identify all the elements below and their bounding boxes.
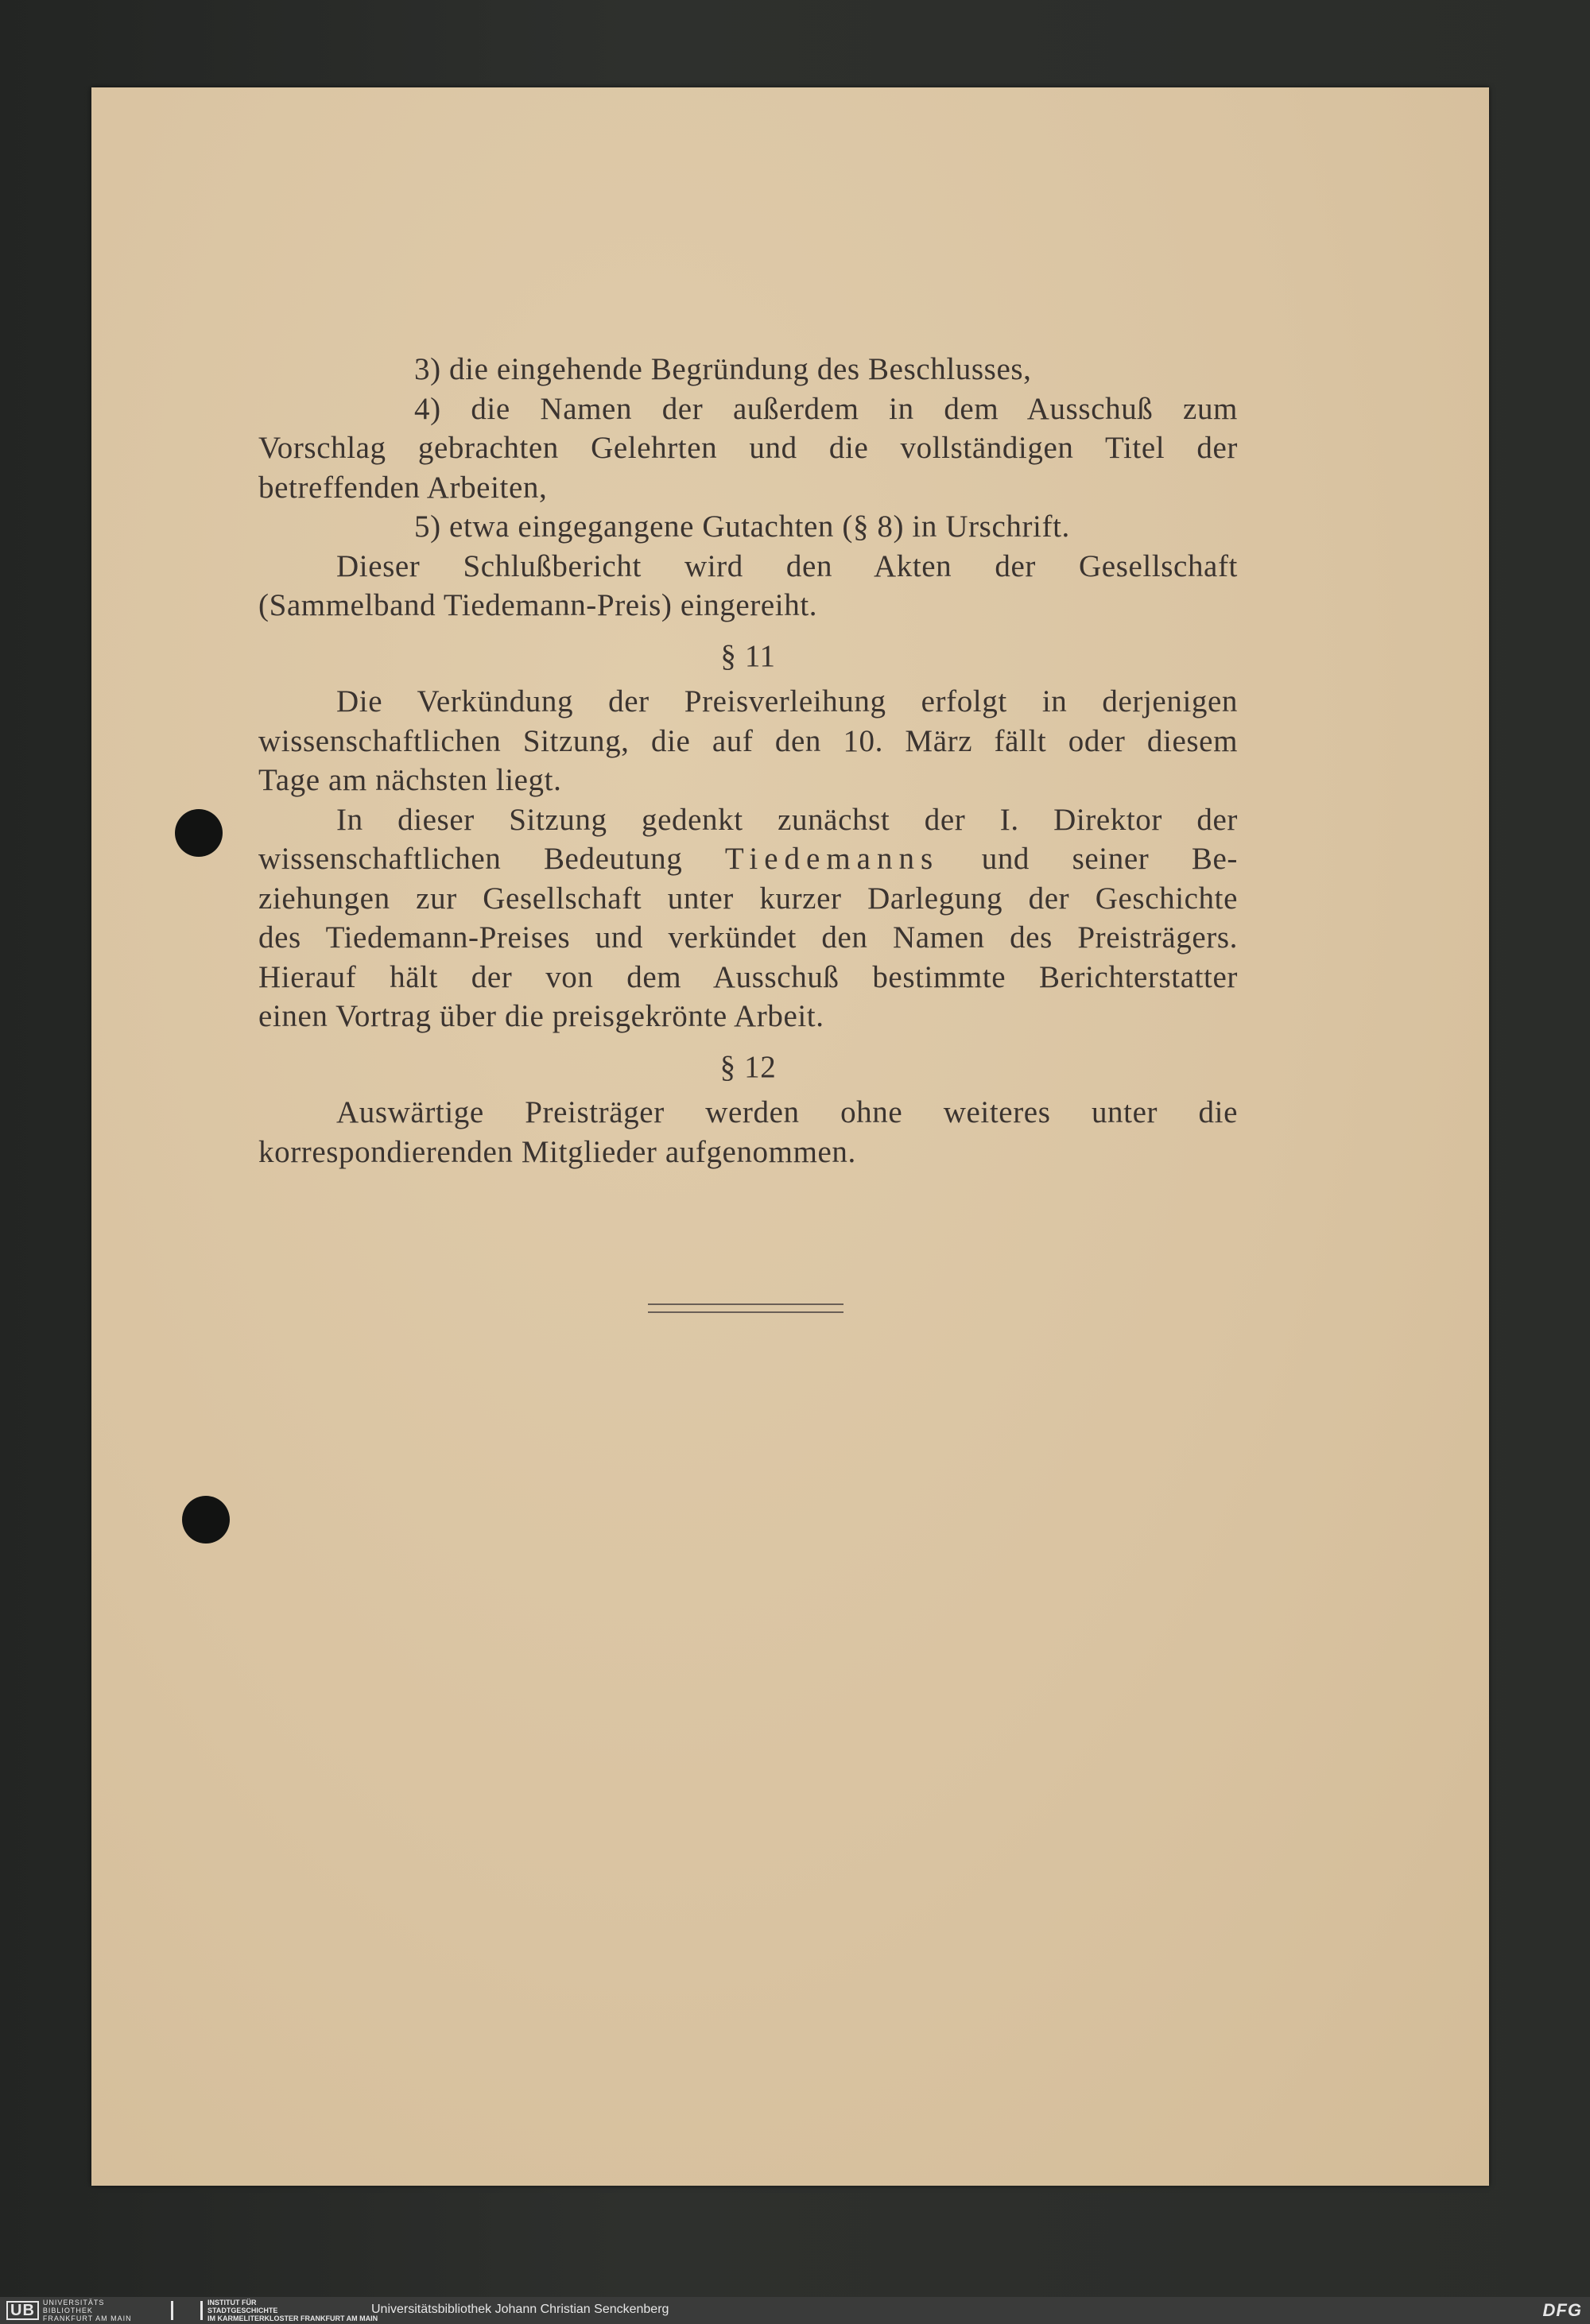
list-item-4-line-3: betreffenden Arbeiten, — [258, 470, 548, 505]
section-11-para-1-line-1: Die Verkündung der Preisverleihung erfolgt in derjenigen — [336, 684, 1238, 719]
schlussbericht-line-1: Dieser Schlußbericht wird den Akten der Gesellschaft — [336, 548, 1238, 583]
name-tiedemanns: Tiedemanns — [724, 842, 940, 876]
section-11-para-1-line-3: Tage am nächsten liegt. — [258, 763, 562, 797]
end-divider-rule — [648, 1303, 843, 1313]
punch-hole-bottom — [182, 1496, 230, 1544]
institute-line-3: IM KARMELITERKLOSTER — [207, 2314, 299, 2322]
dfg-logo[interactable]: DFG — [1542, 2300, 1582, 2320]
list-item-5: 5) etwa eingegangene Gutachten (§ 8) in Urschrift. — [414, 509, 1070, 544]
line-2-part-b: und seiner Be- — [981, 842, 1238, 876]
institute-logo-mark — [171, 2301, 203, 2320]
section-11-para-1-line-2: wissenschaftlichen Sitzung, die auf den 10. März fällt oder diesem — [258, 723, 1238, 758]
list-item-4-line-1: 4) die Namen der außerdem in dem Ausschuß zum — [414, 391, 1238, 426]
institute-line-2: STADTGESCHICHTE — [207, 2307, 278, 2314]
ub-logo-mark: UB — [6, 2301, 39, 2320]
ub-sub-line-2: BIBLIOTHEK — [42, 2307, 93, 2314]
section-11-para-2-line-2 — [258, 839, 1238, 879]
section-heading-12: § 12 — [719, 1049, 777, 1084]
schlussbericht-line-2: (Sammelband Tiedemann-Preis) eingereiht. — [258, 588, 818, 622]
section-11-para-2-line-3: ziehungen zur Gesellschaft unter kurzer Darlegung der Geschichte — [258, 881, 1238, 916]
ub-logo-subtitle — [43, 2299, 132, 2322]
section-12-line-1: Auswärtige Preisträger werden ohne weiteres unter die — [336, 1095, 1238, 1129]
institute-line-4: FRANKFURT AM MAIN — [301, 2314, 378, 2322]
line-2-part-a: wissenschaftlichen Bedeutung — [258, 842, 683, 876]
institute-logo[interactable] — [171, 2300, 378, 2321]
list-item-4-line-2: Vorschlag gebrachten Gelehrten und die vollständigen Titel der — [258, 431, 1238, 465]
section-11-para-2-line-1: In dieser Sitzung gedenkt zunächst der I. Direktor der — [336, 802, 1238, 837]
section-11-para-2-line-6: einen Vortrag über die preisgekrönte Arbeit. — [258, 999, 824, 1033]
institute-line-1: INSTITUT FÜR — [207, 2299, 257, 2307]
ub-sub-line-3: FRANKFURT AM MAIN — [42, 2314, 132, 2322]
punch-hole-top — [175, 809, 223, 857]
library-name[interactable]: Universitätsbibliothek Johann Christian Senckenberg — [371, 2303, 669, 2316]
institute-logo-text — [207, 2299, 378, 2322]
footer-bar — [0, 2297, 1590, 2324]
document-text — [258, 350, 1238, 1172]
section-12-line-2: korrespondierenden Mitglieder aufgenommen. — [258, 1134, 856, 1169]
ub-logo[interactable] — [6, 2301, 132, 2320]
list-item-3: 3) die eingehende Begründung des Beschlusses, — [414, 352, 1032, 386]
ub-sub-line-1: UNIVERSITÄTS — [42, 2299, 105, 2307]
section-11-para-2-line-4: des Tiedemann-Preises und verkündet den Namen des Preisträgers. — [258, 920, 1238, 955]
section-11-para-2-line-5: Hierauf hält der von dem Ausschuß bestimmte Berichterstatter — [258, 959, 1238, 994]
section-heading-11: § 11 — [720, 638, 776, 673]
